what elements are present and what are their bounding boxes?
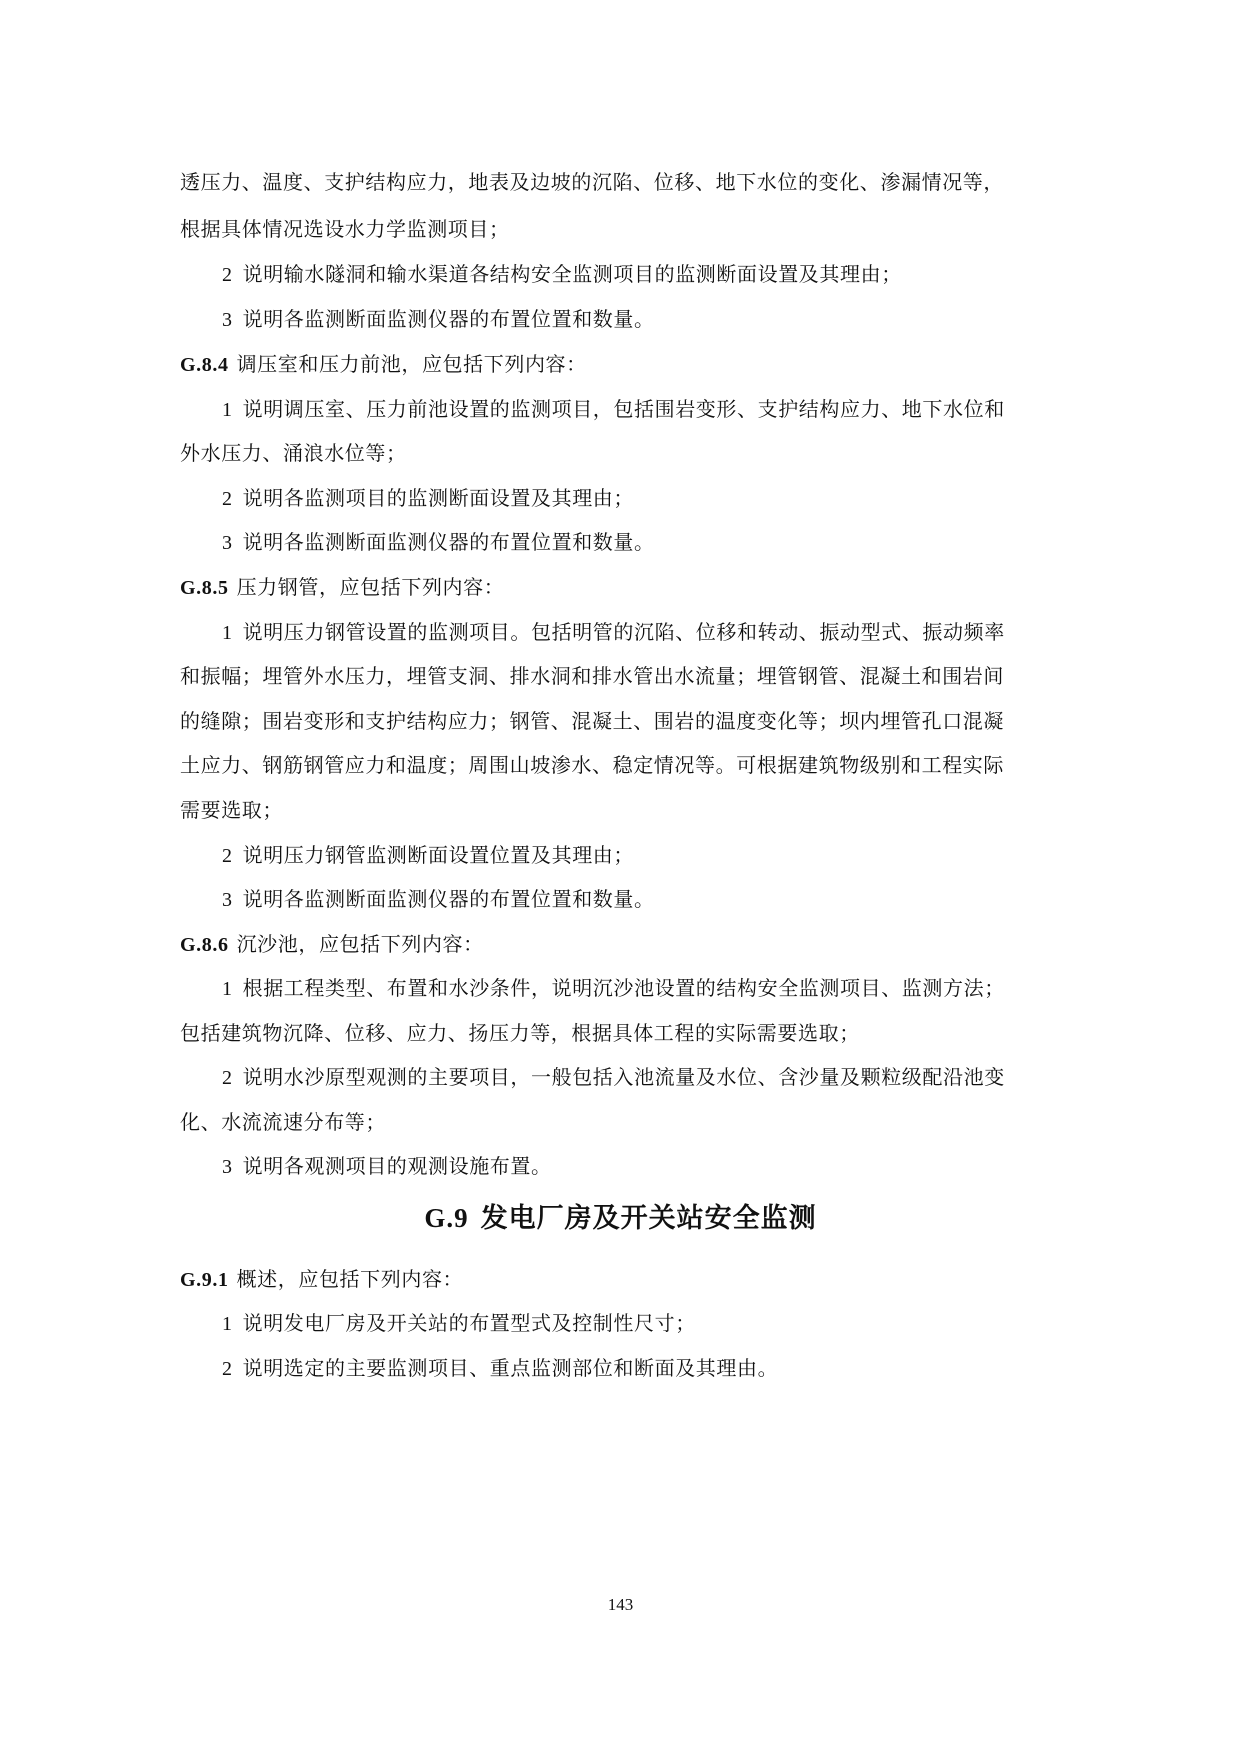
list-item-continuation (180, 438, 1070, 468)
item-text: 包括建筑物沉降、位移、应力、扬压力等，根据具体工程的实际需要选取； (180, 1021, 860, 1045)
item-number: 2 (222, 845, 233, 867)
clause-title: 调压室和压力前池，应包括下列内容： (236, 352, 587, 376)
list-item (222, 304, 1070, 335)
list-item (222, 483, 1070, 514)
list-item-continuation (180, 795, 1070, 825)
list-item (222, 1353, 1070, 1384)
clause-title: 压力钢管，应包括下列内容： (236, 575, 505, 599)
clause-number: G.8.5 (180, 577, 229, 599)
continued-paragraph-line (180, 214, 1070, 244)
clause-heading-g-8-6 (180, 929, 1070, 960)
item-text: 说明压力钢管设置的监测项目。包括明管的沉陷、位移和转动、振动型式、振动频率 (242, 620, 1005, 644)
section-heading-g-9 (0, 1200, 1241, 1237)
list-item (222, 840, 1070, 871)
item-text: 说明各监测断面监测仪器的布置位置和数量。 (242, 530, 655, 554)
item-number: 3 (222, 889, 233, 911)
item-text: 化、水流流速分布等； (180, 1110, 386, 1134)
text: 透压力、温度、支护结构应力，地表及边坡的沉陷、位移、地下水位的变化、渗漏情况等， (180, 170, 1004, 194)
list-item (222, 1151, 1070, 1182)
list-item (222, 973, 1070, 1004)
item-text: 和振幅；埋管外水压力，埋管支洞、排水洞和排水管出水流量；埋管钢管、混凝土和围岩间 (180, 664, 1004, 688)
list-item-continuation (180, 706, 1070, 736)
list-item-continuation (180, 1018, 1070, 1048)
clause-number: G.9.1 (180, 1269, 229, 1291)
item-text: 土应力、钢筋钢管应力和温度；周围山坡渗水、稳定情况等。可根据建筑物级别和工程实际 (180, 753, 1004, 777)
list-item (222, 617, 1070, 648)
list-item (222, 884, 1070, 915)
item-text: 说明发电厂房及开关站的布置型式及控制性尺寸； (242, 1311, 696, 1335)
list-item (222, 1062, 1070, 1093)
item-number: 3 (222, 1156, 233, 1178)
clause-number: G.8.4 (180, 354, 229, 376)
clause-heading-g-8-4 (180, 349, 1070, 380)
item-text: 外水压力、涌浪水位等； (180, 441, 407, 465)
clause-number: G.8.6 (180, 934, 229, 956)
item-text: 说明各监测断面监测仪器的布置位置和数量。 (242, 887, 655, 911)
item-text: 说明压力钢管监测断面设置位置及其理由； (242, 843, 635, 867)
item-text: 说明各监测项目的监测断面设置及其理由； (242, 486, 635, 510)
section-title: 发电厂房及开关站安全监测 (480, 1203, 817, 1234)
item-number: 2 (222, 1358, 233, 1380)
item-text: 根据工程类型、布置和水沙条件，说明沉沙池设置的结构安全监测项目、监测方法； (242, 976, 1005, 1000)
list-item (222, 1308, 1070, 1339)
item-number: 2 (222, 264, 233, 286)
item-number: 2 (222, 488, 233, 510)
page-number: 143 (607, 1595, 634, 1614)
item-number: 3 (222, 532, 233, 554)
item-text: 说明选定的主要监测项目、重点监测部位和断面及其理由。 (242, 1356, 779, 1380)
list-item (222, 259, 1070, 290)
list-item (222, 527, 1070, 558)
list-item-continuation (180, 750, 1070, 780)
item-text: 说明调压室、压力前池设置的监测项目，包括围岩变形、支护结构应力、地下水位和 (242, 397, 1005, 421)
item-number: 3 (222, 309, 233, 331)
item-number: 1 (222, 399, 233, 421)
item-number: 1 (222, 622, 233, 644)
item-text: 说明各观测项目的观测设施布置。 (242, 1154, 552, 1178)
list-item-continuation (180, 1107, 1070, 1137)
item-number: 1 (222, 1313, 233, 1335)
clause-heading-g-9-1 (180, 1264, 1070, 1295)
clause-title: 沉沙池，应包括下列内容： (236, 932, 484, 956)
list-item (222, 394, 1070, 425)
item-text: 说明输水隧洞和输水渠道各结构安全监测项目的监测断面设置及其理由； (242, 262, 902, 286)
text: 根据具体情况选设水力学监测项目； (180, 217, 510, 241)
continued-paragraph-line (180, 167, 1070, 197)
section-number: G.9 (424, 1203, 469, 1233)
item-text: 说明水沙原型观测的主要项目，一般包括入池流量及水位、含沙量及颗粒级配沿池变 (242, 1065, 1005, 1089)
item-text: 的缝隙；围岩变形和支护结构应力；钢管、混凝土、围岩的温度变化等；坝内埋管孔口混凝 (180, 709, 1004, 733)
item-text: 说明各监测断面监测仪器的布置位置和数量。 (242, 307, 655, 331)
item-number: 1 (222, 978, 233, 1000)
clause-heading-g-8-5 (180, 572, 1070, 603)
list-item-continuation (180, 661, 1070, 691)
item-number: 2 (222, 1067, 233, 1089)
clause-title: 概述，应包括下列内容： (236, 1267, 464, 1291)
item-text: 需要选取； (180, 798, 283, 822)
